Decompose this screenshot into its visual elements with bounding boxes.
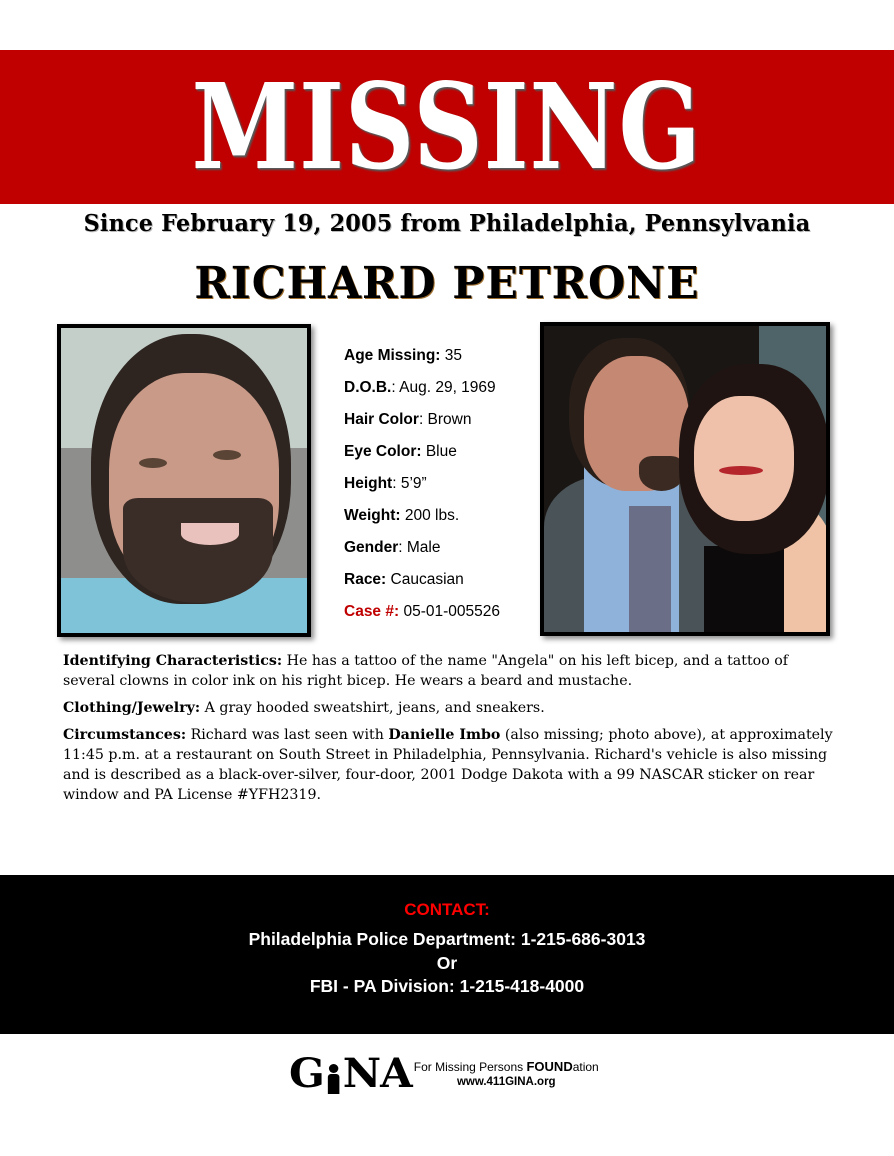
contact-police: Philadelphia Police Department: 1-215-686-3013 xyxy=(248,929,646,949)
stat-weight: Weight: 200 lbs. xyxy=(344,507,460,524)
stat-age-missing: Age Missing: 35 xyxy=(344,347,463,364)
identifying-characteristics: Identifying Characteristics: He has a tattoo of the name "Angela" on his left bicep, and a tattoo of several clowns in color ink on his right bicep. He wears a beard and mustache. xyxy=(63,653,789,689)
stat-hair-color: Hair Color: Brown xyxy=(344,411,472,428)
description xyxy=(63,651,843,812)
clothing-jewelry: Clothing/Jewelry: A gray hooded sweatshirt, jeans, and sneakers. xyxy=(63,700,545,716)
stat-race: Race: Caucasian xyxy=(344,571,464,588)
contact-title: CONTACT: xyxy=(404,900,490,919)
banner-title: MISSING xyxy=(191,58,703,197)
companion-name: Danielle Imbo xyxy=(388,727,501,743)
person-icon xyxy=(325,1064,342,1094)
contact-fbi: FBI - PA Division: 1-215-418-4000 xyxy=(309,976,585,996)
person-name: RICHARD PETRONE xyxy=(194,258,700,309)
contact-section xyxy=(0,875,894,1034)
couple-photo xyxy=(540,322,830,636)
gina-url[interactable]: www.411GINA.org xyxy=(456,1075,556,1088)
missing-banner xyxy=(0,50,894,204)
contact-or: Or xyxy=(436,952,458,973)
stat-dob: D.O.B.: Aug. 29, 1969 xyxy=(344,379,496,396)
gina-tagline: For Missing Persons FOUNDation www.411GINA.org xyxy=(413,1058,599,1088)
portrait-photo xyxy=(57,324,311,637)
missing-since-text: Since February 19, 2005 from Philadelphia, Pennsylvania xyxy=(83,210,811,237)
gina-logo: G NA xyxy=(289,1050,412,1097)
stat-height: Height: 5’9” xyxy=(344,475,427,492)
stat-eye-color: Eye Color: Blue xyxy=(344,443,457,460)
stat-case-number: Case #: 05-01-005526 xyxy=(344,603,500,620)
person-stats xyxy=(344,340,534,628)
stat-gender: Gender: Male xyxy=(344,539,441,556)
gina-footer xyxy=(289,1052,629,1096)
circumstances: Circumstances: Richard was last seen with Danielle Imbo (also missing; photo above), at approximately 11:45 p.m. at a restaurant on South Street in Philadelphia, Pennsylvania. Richard's vehicle is also missing and is described as a black-over-silver, four-door, 2001 Dodge Dakota with a 99 NASCAR sticker on rear window and PA License #YFH2319. xyxy=(63,727,833,803)
